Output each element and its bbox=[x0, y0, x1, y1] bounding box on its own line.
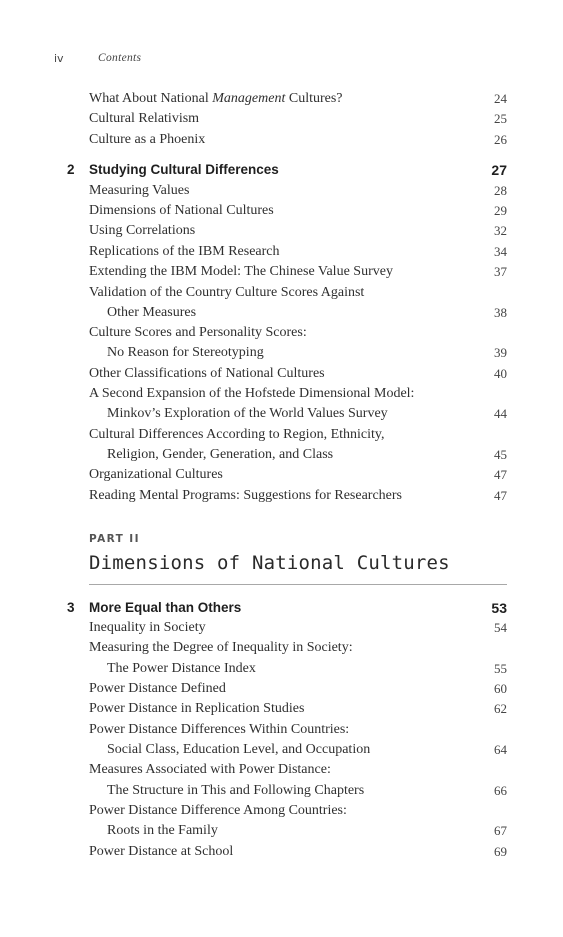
toc-entry[interactable] bbox=[0, 638, 563, 658]
toc-entry-title: Culture Scores and Personality Scores: bbox=[89, 325, 307, 340]
toc-entry-title: Other Classifications of National Cultures bbox=[89, 366, 325, 381]
toc-entry-page: 40 bbox=[494, 366, 507, 381]
chapter-page: 27 bbox=[491, 162, 507, 178]
toc-entry-page: 32 bbox=[494, 223, 507, 238]
toc-entry[interactable] bbox=[0, 801, 563, 821]
toc-entry-title: Reading Mental Programs: Suggestions for Researchers bbox=[89, 488, 402, 503]
toc-entry[interactable] bbox=[0, 364, 563, 384]
toc-entry-title: Social Class, Education Level, and Occupation bbox=[107, 742, 371, 757]
toc-entry-page: 47 bbox=[494, 488, 507, 503]
chapter-heading[interactable] bbox=[0, 598, 563, 618]
toc-entry[interactable] bbox=[0, 384, 563, 404]
toc-entry[interactable] bbox=[0, 283, 563, 303]
toc-entry[interactable] bbox=[0, 201, 563, 221]
toc-entry-page: 29 bbox=[494, 203, 507, 218]
toc-entry-page: 25 bbox=[494, 111, 507, 126]
toc-entry-continuation[interactable] bbox=[0, 659, 563, 679]
toc-entry[interactable] bbox=[0, 181, 563, 201]
toc-entry-page: 44 bbox=[494, 406, 507, 421]
toc-entry-title: No Reason for Stereotyping bbox=[107, 345, 264, 360]
toc-entry[interactable] bbox=[0, 760, 563, 780]
toc-entry-page: 66 bbox=[494, 783, 507, 798]
toc-entry-title: Culture as a Phoenix bbox=[89, 132, 206, 147]
toc-entry-page: 24 bbox=[494, 91, 507, 106]
toc-entry[interactable] bbox=[0, 425, 563, 445]
chapter-number: 2 bbox=[67, 162, 75, 177]
toc-entry-page: 69 bbox=[494, 844, 507, 859]
toc-entry-title: Replications of the IBM Research bbox=[89, 244, 280, 259]
toc-entry-page: 60 bbox=[494, 681, 507, 696]
toc-entry-title: Religion, Gender, Generation, and Class bbox=[107, 447, 334, 462]
toc-entry-page: 28 bbox=[494, 183, 507, 198]
chapter-number: 3 bbox=[67, 600, 75, 615]
toc-entry-title: Organizational Cultures bbox=[89, 467, 223, 482]
toc-entry-title: Other Measures bbox=[107, 305, 197, 320]
toc-entry-title: Measuring the Degree of Inequality in Society: bbox=[89, 640, 353, 655]
chapter-title: More Equal than Others bbox=[89, 600, 242, 615]
toc-entry-continuation[interactable] bbox=[0, 445, 563, 465]
toc-entry-continuation[interactable] bbox=[0, 404, 563, 424]
chapter-heading[interactable] bbox=[0, 160, 563, 180]
toc-entry-page: 64 bbox=[494, 742, 507, 757]
toc-entry-title: Extending the IBM Model: The Chinese Value Survey bbox=[89, 264, 393, 279]
toc-entry-page: 39 bbox=[494, 345, 507, 360]
toc-entry-title: Cultural Relativism bbox=[89, 111, 200, 126]
toc-entry-title: What About National Management Cultures? bbox=[89, 91, 343, 106]
toc-entry-page: 38 bbox=[494, 305, 507, 320]
toc-entry-page: 26 bbox=[494, 132, 507, 147]
toc-entry-title: The Structure in This and Following Chapters bbox=[107, 783, 365, 798]
toc-entry[interactable] bbox=[0, 720, 563, 740]
toc-entry-page: 55 bbox=[494, 661, 507, 676]
toc-entry-title: Dimensions of National Cultures bbox=[89, 203, 274, 218]
toc-entry[interactable] bbox=[0, 465, 563, 485]
toc-entry[interactable] bbox=[0, 323, 563, 343]
toc-entry-title: Roots in the Family bbox=[107, 823, 218, 838]
toc-entry-page: 47 bbox=[494, 467, 507, 482]
toc-entry-title: Using Correlations bbox=[89, 223, 196, 238]
toc-entry-title: Power Distance Defined bbox=[89, 681, 226, 696]
toc-entry-continuation[interactable] bbox=[0, 821, 563, 841]
toc-entry[interactable] bbox=[0, 242, 563, 262]
toc-entry[interactable] bbox=[0, 89, 563, 109]
toc-entry-title: Power Distance at School bbox=[89, 844, 234, 859]
toc-entry-continuation[interactable] bbox=[0, 343, 563, 363]
chapter-page: 53 bbox=[491, 600, 507, 616]
toc-entry-continuation[interactable] bbox=[0, 740, 563, 760]
toc-entry-page: 34 bbox=[494, 244, 507, 259]
toc-entry-title: A Second Expansion of the Hofstede Dimensional Model: bbox=[89, 386, 415, 401]
toc-entry[interactable] bbox=[0, 679, 563, 699]
toc-entry-title: Measures Associated with Power Distance: bbox=[89, 762, 331, 777]
toc-entry[interactable] bbox=[0, 486, 563, 506]
toc-entry[interactable] bbox=[0, 130, 563, 150]
toc-entry[interactable] bbox=[0, 109, 563, 129]
toc-entry-page: 67 bbox=[494, 823, 507, 838]
toc-entry-page: 37 bbox=[494, 264, 507, 279]
toc-entry-title: Minkov’s Exploration of the World Values Survey bbox=[107, 406, 388, 421]
running-title: Contents bbox=[98, 52, 142, 64]
part-title[interactable]: Dimensions of National Cultures bbox=[89, 552, 450, 574]
toc-entry-title: Power Distance Differences Within Countries: bbox=[89, 722, 350, 737]
toc-entry[interactable] bbox=[0, 699, 563, 719]
part-label: PART II bbox=[89, 533, 140, 545]
toc-entry-continuation[interactable] bbox=[0, 303, 563, 323]
toc-entry-title: Power Distance in Replication Studies bbox=[89, 701, 305, 716]
toc-entry-page: 45 bbox=[494, 447, 507, 462]
toc-entry[interactable] bbox=[0, 262, 563, 282]
toc-entry-page: 54 bbox=[494, 620, 507, 635]
toc-entry-title: Validation of the Country Culture Scores Against bbox=[89, 285, 365, 300]
toc-entry-page: 62 bbox=[494, 701, 507, 716]
toc-entry[interactable] bbox=[0, 842, 563, 862]
toc-entry-title: Inequality in Society bbox=[89, 620, 206, 635]
part-divider bbox=[89, 584, 507, 585]
toc-entry[interactable] bbox=[0, 221, 563, 241]
toc-entry-title: The Power Distance Index bbox=[107, 661, 256, 676]
page-number: iv bbox=[54, 52, 64, 65]
toc-entry[interactable] bbox=[0, 618, 563, 638]
chapter-title: Studying Cultural Differences bbox=[89, 162, 279, 177]
toc-entry-title: Measuring Values bbox=[89, 183, 190, 198]
toc-entry-title: Power Distance Difference Among Countries: bbox=[89, 803, 347, 818]
toc-entry-continuation[interactable] bbox=[0, 781, 563, 801]
toc-entry-title: Cultural Differences According to Region, Ethnicity, bbox=[89, 427, 385, 442]
